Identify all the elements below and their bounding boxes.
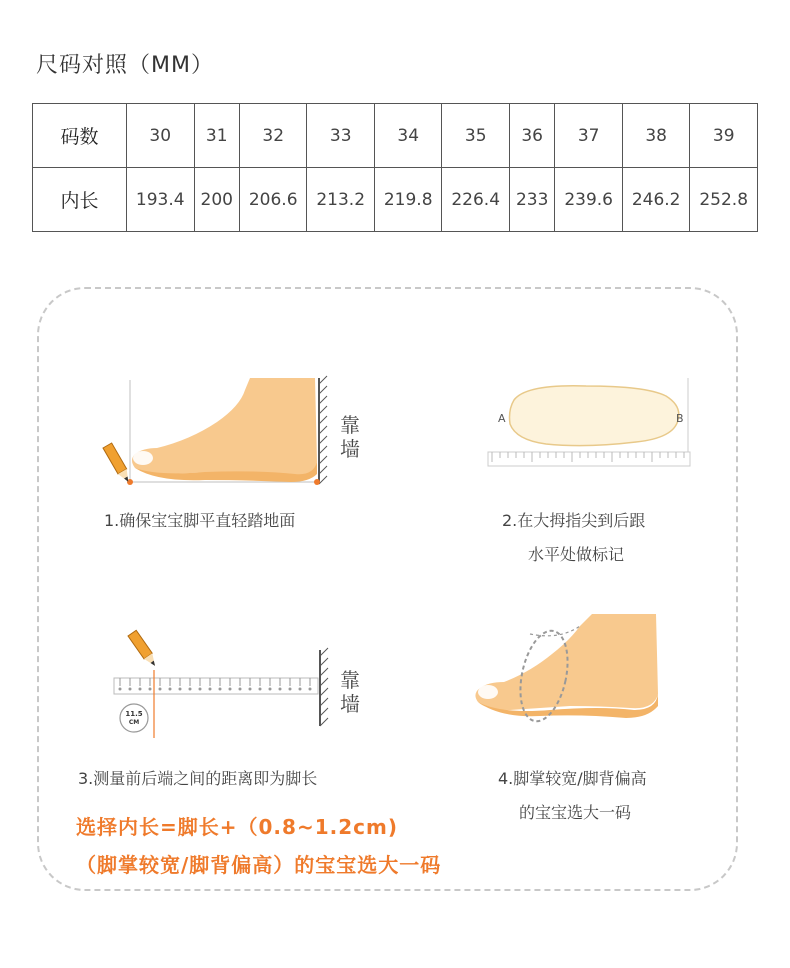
- table-cell: 193.4: [127, 168, 195, 232]
- table-cell: 38: [622, 104, 690, 168]
- wall-label-1: 靠墙: [340, 413, 360, 461]
- size-selection-note-sub: （脚掌较宽/脚背偏高）的宝宝选大一码: [76, 853, 442, 877]
- step2-caption-line1: 2.在大拇指尖到后跟: [502, 511, 646, 530]
- table-cell: 226.4: [442, 168, 510, 232]
- step4-caption-line2: 的宝宝选大一码: [519, 803, 632, 822]
- table-cell: 219.8: [374, 168, 442, 232]
- step2-caption-line2: 水平处做标记: [528, 545, 625, 564]
- table-cell: 30: [127, 104, 195, 168]
- table-cell: 239.6: [555, 168, 623, 232]
- step4-illustration: [470, 610, 670, 730]
- page-title: 尺码对照（MM）: [36, 53, 214, 78]
- step1-illustration: [95, 370, 365, 500]
- step3-caption: 3.测量前后端之间的距离即为脚长: [78, 769, 318, 788]
- table-cell: 233: [509, 168, 554, 232]
- step3-illustration: [110, 630, 340, 740]
- table-cell: 200: [194, 168, 239, 232]
- table-cell: 213.2: [307, 168, 375, 232]
- point-b-label: B: [676, 412, 684, 425]
- table-cell: 39: [690, 104, 758, 168]
- table-cell: 37: [555, 104, 623, 168]
- table-cell: 206.6: [239, 168, 307, 232]
- step1-caption: 1.确保宝宝脚平直轻踏地面: [104, 511, 296, 530]
- table-cell: 35: [442, 104, 510, 168]
- table-cell: 36: [509, 104, 554, 168]
- table-row: [33, 168, 758, 232]
- table-row: [33, 104, 758, 168]
- row-header: 内长: [33, 168, 127, 232]
- step4-caption-line1: 4.脚掌较宽/脚背偏高: [498, 769, 647, 788]
- step2-illustration: [486, 378, 696, 470]
- table-cell: 246.2: [622, 168, 690, 232]
- point-a-label: A: [498, 412, 506, 425]
- table-cell: 31: [194, 104, 239, 168]
- size-selection-note: 选择内长=脚长+（0.8~1.2cm): [76, 815, 398, 839]
- table-cell: 33: [307, 104, 375, 168]
- table-cell: 32: [239, 104, 307, 168]
- size-chart-table: [32, 103, 758, 232]
- ruler-tag-label: 11.5: [125, 710, 143, 718]
- svg-text:CM: CM: [128, 719, 140, 726]
- table-cell: 252.8: [690, 168, 758, 232]
- wall-label-2: 靠墙: [340, 668, 360, 716]
- table-cell: 34: [374, 104, 442, 168]
- row-header: 码数: [33, 104, 127, 168]
